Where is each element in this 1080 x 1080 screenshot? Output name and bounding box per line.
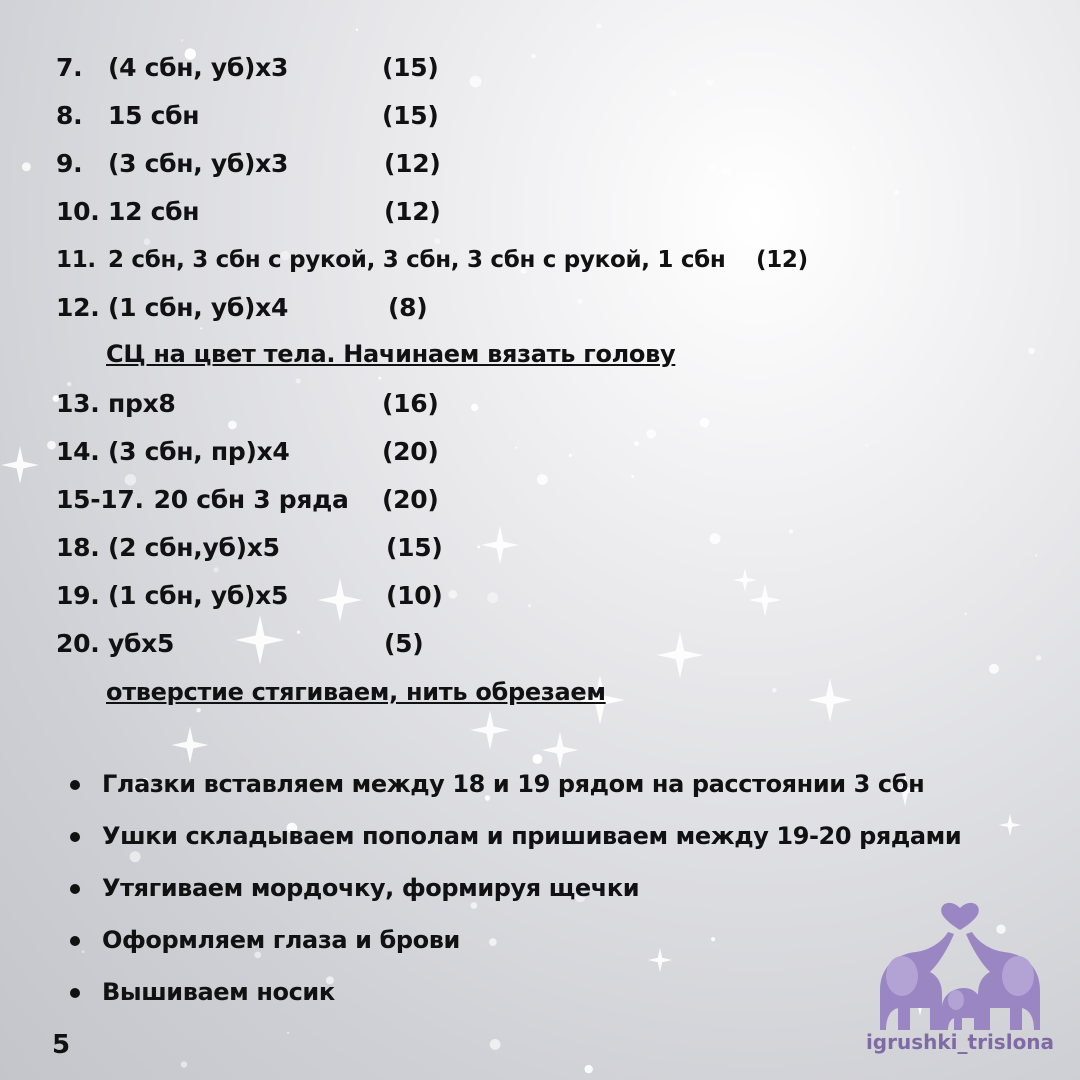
stitch-count: (20) — [382, 485, 439, 514]
sparkle-dot — [515, 447, 517, 449]
sparkle-dot — [531, 54, 536, 59]
sparkle-star — [172, 727, 209, 764]
row-number: 10. — [56, 197, 100, 226]
row-number: 15-17. — [56, 485, 144, 514]
sparkle-star — [1, 446, 39, 484]
color-change-note: СЦ на цвет тела. Начинаем вязать голову — [106, 340, 676, 368]
sparkle-dot — [196, 708, 200, 712]
elephants-heart-icon — [850, 880, 1070, 1030]
sparkle-star — [749, 584, 781, 616]
sparkle-dot — [964, 613, 967, 616]
sparkle-dot — [470, 76, 482, 88]
row-instruction: убх5 — [108, 629, 175, 658]
row-instruction: 20 сбн 3 ряда — [153, 485, 349, 514]
sparkle-dot — [789, 529, 793, 533]
sparkle-dot — [865, 444, 868, 447]
row-instruction: (3 сбн, уб)х3 — [108, 149, 289, 178]
pattern-row — [56, 480, 439, 520]
row-number: 13. — [56, 389, 100, 418]
sparkle-dot — [356, 28, 359, 31]
row-instruction: 12 сбн — [108, 197, 200, 226]
sparkle-dot — [181, 1061, 187, 1067]
pattern-row — [56, 96, 439, 136]
sparkle-dot — [471, 404, 478, 411]
sparkle-dot — [47, 441, 56, 450]
sparkle-dot — [989, 664, 999, 674]
stitch-count: (12) — [756, 247, 808, 273]
brand-logo — [850, 880, 1070, 1070]
sparkle-dot — [296, 378, 301, 383]
row-instruction: (2 сбн,уб)х5 — [108, 533, 280, 562]
pattern-row — [56, 528, 443, 568]
sparkle-dot — [634, 441, 639, 446]
sparkle-dot — [707, 162, 716, 171]
sparkle-dot — [490, 1039, 501, 1050]
row-number: 9. — [56, 149, 83, 178]
finish-note: отверстие стягиваем, нить обрезаем — [106, 678, 606, 706]
assembly-step: Утягиваем мордочку, формируя щечки — [70, 868, 961, 920]
sparkle-dot — [577, 299, 582, 304]
row-number: 18. — [56, 533, 100, 562]
row-number: 19. — [56, 581, 100, 610]
pattern-row — [56, 240, 808, 280]
sparkle-star — [999, 814, 1022, 837]
pattern-row — [56, 144, 441, 184]
sparkle-dot — [297, 631, 300, 634]
pattern-row — [56, 576, 443, 616]
stitch-count: (12) — [384, 197, 441, 226]
assembly-step: Оформляем глаза и брови — [70, 920, 961, 972]
row-number: 7. — [56, 53, 83, 82]
pattern-row — [56, 288, 428, 328]
assembly-step: Вышиваем носик — [70, 972, 961, 1024]
sparkle-star — [481, 526, 519, 564]
stitch-count: (15) — [382, 53, 439, 82]
sparkle-star — [542, 732, 579, 769]
sparkle-dot — [487, 592, 498, 603]
sparkle-dot — [533, 754, 543, 764]
pattern-row — [56, 48, 439, 88]
page-number: 5 — [52, 1030, 71, 1060]
sparkle-dot — [22, 162, 31, 171]
sparkle-dot — [477, 546, 480, 549]
row-instruction: (1 сбн, уб)х4 — [108, 293, 289, 322]
row-instruction: 2 сбн, 3 сбн с рукой, 3 сбн, 3 сбн с рукой, 1 сбн — [108, 247, 726, 273]
stitch-count: (20) — [382, 437, 439, 466]
sparkle-dot — [378, 377, 381, 380]
assembly-step: Глазки вставляем между 18 и 19 рядом на расстоянии 3 сбн — [70, 764, 961, 816]
sparkle-dot — [894, 190, 899, 195]
sparkle-dot — [671, 90, 677, 96]
pattern-row — [56, 384, 439, 424]
sparkle-dot — [214, 567, 219, 572]
sparkle-dot — [1036, 655, 1041, 660]
row-number: 11. — [56, 247, 96, 273]
sparkle-dot — [596, 23, 601, 28]
stitch-count: (8) — [388, 293, 428, 322]
sparkle-dot — [228, 421, 237, 430]
pattern-row — [56, 192, 441, 232]
sparkle-dot — [710, 533, 721, 544]
stitch-count: (15) — [382, 101, 439, 130]
sparkle-star — [657, 632, 703, 678]
row-number: 20. — [56, 629, 100, 658]
brand-logo-text: igrushki_trislona — [865, 1030, 1055, 1054]
row-instruction: 15 сбн — [108, 101, 200, 130]
sparkle-dot — [528, 604, 531, 607]
stitch-count: (16) — [382, 389, 439, 418]
stitch-count: (15) — [386, 533, 443, 562]
row-number: 12. — [56, 293, 100, 322]
sparkle-star — [733, 568, 757, 592]
sparkle-dot — [585, 1065, 593, 1073]
assembly-step: Ушки складываем пополам и пришиваем между 19-20 рядами — [70, 816, 961, 868]
sparkle-dot — [852, 146, 856, 150]
sparkle-dot — [569, 454, 572, 457]
sparkle-dot — [707, 79, 714, 86]
sparkle-dot — [631, 475, 634, 478]
row-instruction: (3 сбн, пр)х4 — [108, 437, 290, 466]
assembly-steps — [70, 764, 961, 1024]
sparkle-dot — [1035, 554, 1037, 556]
sparkle-star — [318, 578, 362, 622]
sparkle-dot — [287, 1032, 289, 1034]
sparkle-dot — [772, 688, 777, 693]
sparkle-star — [808, 678, 852, 722]
sparkle-dot — [722, 167, 730, 175]
row-instruction: прх8 — [108, 389, 176, 418]
row-number: 14. — [56, 437, 100, 466]
stitch-count: (5) — [384, 629, 424, 658]
row-instruction: (4 сбн, уб)х3 — [108, 53, 289, 82]
sparkle-dot — [646, 429, 656, 439]
pattern-row — [56, 432, 439, 472]
row-instruction: (1 сбн, уб)х5 — [108, 581, 289, 610]
sparkle-dot — [181, 39, 184, 42]
stitch-count: (10) — [386, 581, 443, 610]
sparkle-dot — [700, 418, 710, 428]
sparkle-dot — [537, 474, 548, 485]
sparkle-dot — [448, 590, 457, 599]
sparkle-star — [235, 615, 285, 665]
pattern-row — [56, 624, 424, 664]
row-number: 8. — [56, 101, 83, 130]
sparkle-star — [470, 710, 510, 750]
sparkle-dot — [1028, 348, 1034, 354]
stitch-count: (12) — [384, 149, 441, 178]
